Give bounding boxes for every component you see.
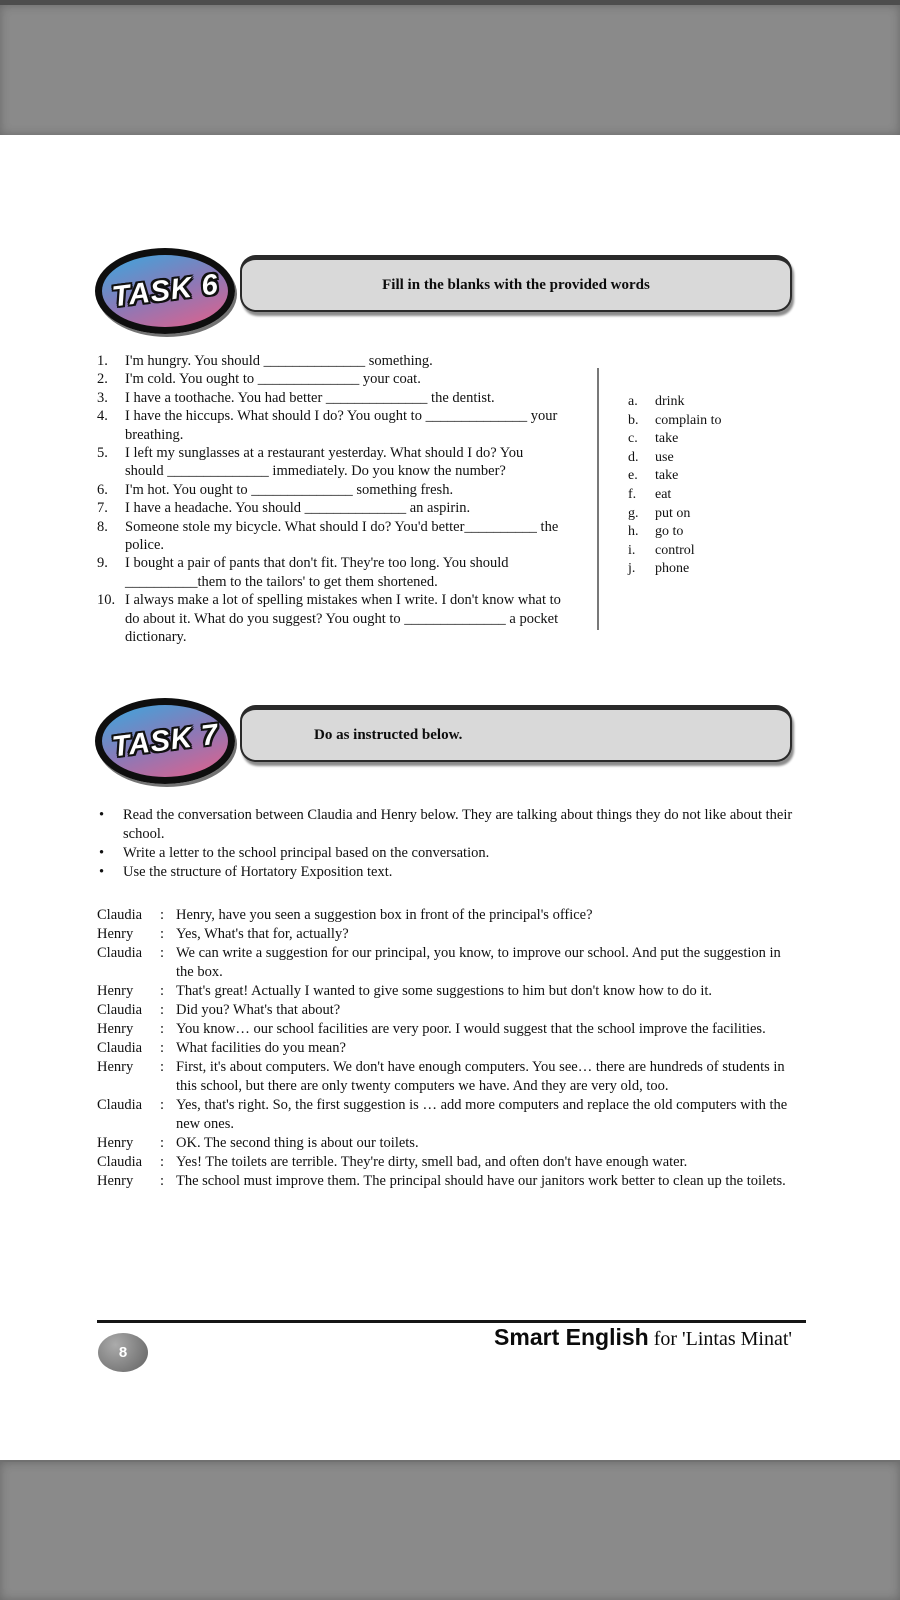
task6-title-bar: [240, 255, 792, 312]
speech-text: First, it's about computers. We don't have enough computers. You see… there are hundreds of students in this school, but there are only twenty computers we have. And they are very old, too.: [176, 1059, 785, 1094]
speaker-colon: :: [160, 1059, 165, 1075]
speaker-name: Henry: [97, 983, 134, 999]
speaker-name: Henry: [97, 1173, 134, 1189]
word-bank-letter: a.: [628, 394, 638, 409]
task7-title-bar: [240, 705, 792, 762]
speech-text: Yes! The toilets are terrible. They're dirty, smell bad, and often don't have enough water.: [176, 1154, 688, 1170]
speech-text: OK. The second thing is about our toilets.: [176, 1135, 419, 1151]
item-text: I have the hiccups. What should I do? You ought to ______________ your breathing.: [125, 408, 558, 443]
exercise-item: [97, 591, 565, 646]
conversation-row: [97, 1096, 797, 1134]
item-text: I have a toothache. You had better ______________ the dentist.: [125, 389, 495, 406]
word-bank-word: complain to: [655, 412, 722, 428]
conversation-row: [97, 1172, 797, 1191]
footer-divider: [97, 1320, 806, 1323]
word-bank-row: [628, 449, 722, 468]
conversation-row: [97, 944, 797, 982]
item-number: 7.: [97, 500, 108, 517]
instruction-text: Read the conversation between Claudia and Henry below. They are talking about things they do not like about their school.: [123, 807, 793, 842]
item-number: 9.: [97, 555, 108, 572]
item-number: 2.: [97, 371, 108, 388]
item-number: 4.: [97, 408, 108, 425]
speaker-colon: :: [160, 983, 165, 999]
word-bank-row: [628, 393, 722, 412]
exercise-item: [97, 554, 565, 591]
exercise-item: [97, 444, 565, 481]
item-number: 10.: [97, 592, 116, 609]
word-bank-letter: d.: [628, 449, 639, 465]
conversation-row: [97, 925, 797, 944]
conversation-row: [97, 1020, 797, 1039]
speech-text: Did you? What's that about?: [176, 1002, 341, 1018]
word-bank-letter: g.: [628, 505, 639, 521]
item-text: I'm hungry. You should ______________ something.: [125, 353, 433, 369]
speaker-name: Claudia: [97, 945, 143, 961]
conversation-row: [97, 1001, 797, 1020]
instruction-text: Write a letter to the school principal based on the conversation.: [123, 845, 490, 861]
speaker-name: Claudia: [97, 1040, 143, 1056]
exercise-item: [97, 370, 565, 388]
word-bank-row: [628, 486, 722, 505]
item-text: I always make a lot of spelling mistakes when I write. I don't know what to do about it. What do you suggest? You ought to ______________ a pocket dictionary.: [125, 592, 561, 646]
bullet-icon: •: [99, 807, 105, 823]
word-bank-word: use: [655, 449, 674, 465]
footer-brand: [300, 1324, 792, 1351]
bullet-icon: •: [99, 845, 105, 861]
task7-badge-icon: [95, 698, 235, 784]
item-text: Someone stole my bicycle. What should I do? You'd better__________ the police.: [125, 518, 559, 554]
word-bank-word: take: [655, 431, 679, 447]
speaker-name: Claudia: [97, 1002, 143, 1018]
item-text: I'm hot. You ought to ______________ something fresh.: [125, 481, 454, 498]
word-bank-row: [628, 560, 722, 579]
item-number: 6.: [97, 481, 108, 498]
speaker-colon: :: [160, 1040, 165, 1056]
word-bank-letter: h.: [628, 524, 639, 540]
word-bank-word: take: [655, 468, 679, 484]
instruction-item: [97, 806, 799, 844]
conversation-row: [97, 1153, 797, 1172]
speech-text: You know… our school facilities are very poor. I would suggest that the school improve the facilities.: [176, 1021, 766, 1037]
item-text: I left my sunglasses at a restaurant yesterday. What should I do? You should ______________ immediately. Do you know the number?: [125, 445, 524, 480]
exercise-item: [97, 499, 565, 517]
word-bank-row: [628, 523, 722, 542]
exercise-item: [97, 389, 565, 407]
speech-text: Yes, What's that for, actually?: [176, 926, 349, 942]
word-bank-row: [628, 430, 722, 449]
task7-instructions: [97, 806, 799, 882]
instruction-item: [97, 844, 799, 863]
bottom-gray-band: [0, 1460, 900, 1600]
word-bank-row: [628, 467, 722, 486]
exercise-item: [97, 481, 565, 499]
exercise-item: [97, 518, 565, 555]
speech-text: That's great! Actually I wanted to give some suggestions to him but don't know how to do it.: [176, 983, 713, 999]
speech-text: The school must improve them. The principal should have our janitors work better to clean up the toilets.: [176, 1173, 786, 1189]
speaker-colon: :: [160, 926, 165, 942]
page-number: 8: [118, 1344, 128, 1361]
task7-badge-label: TASK 7: [109, 718, 220, 763]
conversation-row: [97, 982, 797, 1001]
word-bank-word: control: [655, 542, 695, 558]
instruction-text: Use the structure of Hortatory Exposition text.: [123, 864, 393, 880]
speaker-name: Claudia: [97, 1154, 143, 1170]
word-bank-divider: [597, 368, 599, 630]
task7-title: Do as instructed below.: [314, 726, 463, 743]
item-number: 5.: [97, 445, 108, 462]
exercise-item: [97, 407, 565, 444]
word-bank-letter: i.: [628, 542, 636, 558]
word-bank-letter: c.: [628, 431, 638, 447]
word-bank-letter: b.: [628, 412, 639, 428]
conversation: [97, 906, 797, 1191]
exercise-item: [97, 352, 565, 370]
speaker-colon: :: [160, 1097, 165, 1113]
conversation-row: [97, 1058, 797, 1096]
task6-badge-icon: [95, 248, 235, 334]
word-bank-row: [628, 542, 722, 561]
word-bank-row: [628, 412, 722, 431]
speaker-name: Henry: [97, 1135, 134, 1151]
item-text: I have a headache. You should ______________ an aspirin.: [125, 500, 471, 517]
speaker-colon: :: [160, 1135, 165, 1151]
speaker-name: Claudia: [97, 907, 143, 923]
conversation-row: [97, 1039, 797, 1058]
speech-text: Henry, have you seen a suggestion box in front of the principal's office?: [176, 907, 593, 923]
item-number: 1.: [97, 353, 108, 369]
speech-text: We can write a suggestion for our principal, you know, to improve our school. And put the suggestion in the box.: [176, 945, 781, 980]
footer-brand-rest: for 'Lintas Minat': [648, 1328, 792, 1350]
word-bank-letter: e.: [628, 468, 638, 484]
speaker-colon: :: [160, 1002, 165, 1018]
speech-text: What facilities do you mean?: [176, 1040, 346, 1056]
task6-badge-label: TASK 6: [109, 268, 220, 313]
item-number: 3.: [97, 389, 108, 406]
speaker-name: Henry: [97, 1021, 134, 1037]
word-bank-word: phone: [655, 561, 690, 577]
word-bank-row: [628, 505, 722, 524]
page-number-badge: [98, 1333, 148, 1372]
speaker-name: Henry: [97, 926, 134, 942]
speaker-colon: :: [160, 907, 165, 923]
task6-title: Fill in the blanks with the provided words: [382, 276, 650, 293]
footer-brand-bold: Smart English: [494, 1324, 649, 1350]
speaker-colon: :: [160, 1173, 165, 1189]
instruction-item: [97, 863, 799, 882]
speaker-colon: :: [160, 945, 165, 961]
conversation-row: [97, 906, 797, 925]
top-gray-band: [0, 0, 900, 135]
item-text: I'm cold. You ought to ______________ your coat.: [125, 371, 421, 388]
word-bank-letter: j.: [628, 561, 636, 577]
word-bank-word: put on: [655, 505, 691, 521]
word-bank-word: eat: [655, 486, 672, 502]
bullet-icon: •: [99, 864, 105, 880]
word-bank-word: go to: [655, 524, 684, 540]
task6-exercise-list: [97, 352, 565, 647]
speaker-name: Henry: [97, 1059, 134, 1075]
speaker-name: Claudia: [97, 1097, 143, 1113]
speaker-colon: :: [160, 1154, 165, 1170]
word-bank-word: drink: [655, 394, 685, 409]
item-text: I bought a pair of pants that don't fit. They're too long. You should __________them to the tailors' to get them shortened.: [125, 555, 509, 590]
word-bank-letter: f.: [628, 486, 637, 502]
speaker-colon: :: [160, 1021, 165, 1037]
speech-text: Yes, that's right. So, the first suggestion is … add more computers and replace the old computers with the new ones.: [176, 1097, 788, 1132]
conversation-row: [97, 1134, 797, 1153]
word-bank: [628, 393, 722, 579]
item-number: 8.: [97, 518, 108, 535]
